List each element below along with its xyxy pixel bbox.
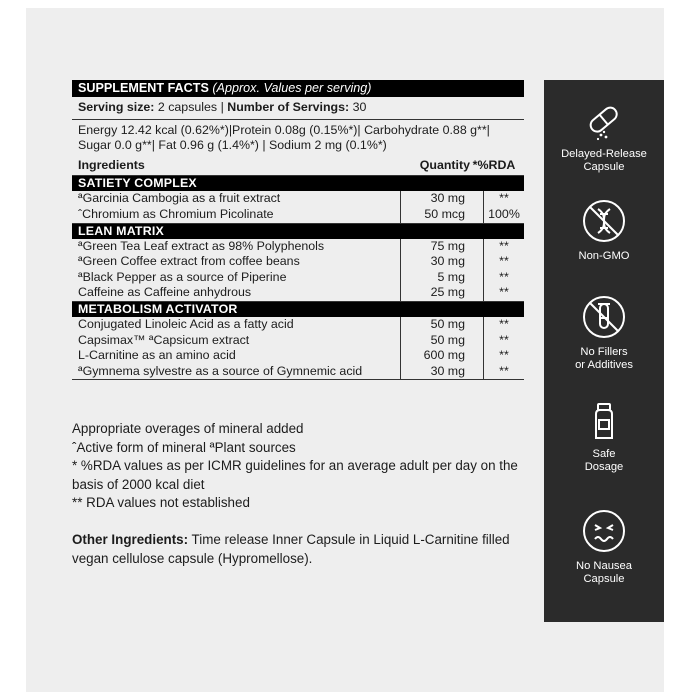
- non-gmo-icon: [544, 198, 664, 244]
- capsule-icon: [544, 102, 664, 142]
- ingredient-name: ˆChromium as Chromium Picolinate: [78, 206, 274, 221]
- ingredient-name: Capsimax™ ªCapsicum extract: [78, 332, 250, 347]
- section-rows: [72, 191, 524, 223]
- ingredient-row: [72, 207, 524, 223]
- ingredient-name: ªBlack Pepper as a source of Piperine: [78, 269, 287, 284]
- ingredient-row: [72, 191, 524, 207]
- ingredient-quantity: 30 mg: [400, 364, 484, 380]
- ingredient-rda: 100%: [488, 206, 520, 221]
- ingredient-row: [72, 333, 524, 349]
- ingredient-name: Conjugated Linoleic Acid as a fatty acid: [78, 316, 294, 331]
- serving-info: [72, 97, 524, 120]
- feature-no-nausea: [544, 508, 664, 587]
- ingredient-rda: **: [499, 254, 509, 269]
- feature-delayed-release: [544, 102, 664, 175]
- ingredient-name: Caffeine as Caffeine anhydrous: [78, 285, 252, 300]
- ingredient-name: L-Carnitine as an amino acid: [78, 348, 236, 363]
- nausea-face-icon: [544, 508, 664, 554]
- serving-size-label: Serving size:: [78, 100, 155, 114]
- ingredient-rda: **: [499, 191, 509, 206]
- nutrition-info: [72, 120, 524, 157]
- ingredient-quantity: 50 mg: [400, 333, 484, 349]
- ingredients-column-header: Ingredients: [78, 157, 145, 172]
- ingredient-row: [72, 348, 524, 364]
- ingredient-quantity: 600 mg: [400, 348, 484, 364]
- section-title: METABOLISM ACTIVATOR: [72, 302, 524, 317]
- footnote: ˆActive form of mineral ªPlant sources: [72, 439, 296, 455]
- ingredient-row: [72, 239, 524, 255]
- rda-column-header: *%RDA: [472, 157, 516, 172]
- ingredient-row: [72, 285, 524, 301]
- feature-label: or Additives: [575, 359, 633, 372]
- ingredient-quantity: 25 mg: [400, 285, 484, 301]
- ingredient-row: [72, 254, 524, 270]
- footnote: ** RDA values not established: [72, 495, 250, 511]
- ingredient-quantity: 30 mg: [400, 191, 484, 207]
- no-fillers-icon: [544, 294, 664, 340]
- feature-label: Dosage: [584, 461, 624, 474]
- facts-title: SUPPLEMENT FACTS: [78, 81, 209, 95]
- bottle-icon: [544, 400, 664, 442]
- servings-count-value: 30: [352, 100, 367, 114]
- facts-subtitle: (Approx. Values per serving): [212, 81, 372, 95]
- other-ingredients: [72, 531, 532, 568]
- serving-size-value: 2 capsules: [157, 100, 218, 114]
- other-ingredients-text: Time release Inner Capsule in Liquid L-Carnitine filled vegan cellulose capsule (Hypromellose).: [72, 532, 510, 566]
- ingredient-rda: **: [499, 363, 509, 378]
- ingredient-quantity: 75 mg: [400, 239, 484, 255]
- supplement-facts-table: [72, 80, 524, 380]
- footnotes: [72, 420, 532, 513]
- feature-non-gmo: [544, 198, 664, 263]
- facts-header: [72, 80, 524, 97]
- feature-safe-dosage: [544, 400, 664, 475]
- ingredient-rda: **: [499, 285, 509, 300]
- ingredient-rda: **: [499, 332, 509, 347]
- ingredient-quantity: 30 mg: [400, 254, 484, 270]
- section-rows: [72, 317, 524, 380]
- feature-label: No Fillers: [580, 346, 628, 358]
- other-ingredients-label: Other Ingredients:: [72, 532, 189, 547]
- ingredient-quantity: 50 mcg: [400, 207, 484, 223]
- nutrition-line: Sugar 0.0 g**| Fat 0.96 g (1.4%*) | Sodium 2 mg (0.1%*): [78, 138, 387, 153]
- ingredient-name: ªGreen Coffee extract from coffee beans: [78, 254, 300, 269]
- nutrition-line: Energy 12.42 kcal (0.62%*)|Protein 0.08g (0.15%*)| Carbohydrate 0.88 g**|: [78, 122, 490, 137]
- ingredient-name: ªGreen Tea Leaf extract as 98% Polyphenols: [78, 238, 325, 253]
- serving-separator: |: [220, 100, 224, 114]
- feature-label: Non-GMO: [578, 250, 630, 262]
- feature-label: Safe: [592, 448, 616, 460]
- ingredient-row: [72, 270, 524, 286]
- servings-count-label: Number of Servings:: [227, 100, 350, 114]
- ingredient-quantity: 5 mg: [400, 270, 484, 286]
- section-rows: [72, 239, 524, 302]
- section-title: LEAN MATRIX: [72, 224, 524, 239]
- feature-label: Capsule: [583, 161, 625, 174]
- ingredient-rda: **: [499, 238, 509, 253]
- features-sidebar: [544, 80, 664, 622]
- ingredient-rda: **: [499, 348, 509, 363]
- feature-no-fillers: [544, 294, 664, 373]
- ingredient-rda: **: [499, 269, 509, 284]
- ingredient-row: [72, 364, 524, 380]
- ingredient-quantity: 50 mg: [400, 317, 484, 333]
- feature-label: Capsule: [583, 573, 625, 586]
- ingredient-rda: **: [499, 316, 509, 331]
- section-title: SATIETY COMPLEX: [72, 176, 524, 191]
- feature-label: Delayed-Release: [561, 148, 647, 160]
- quantity-column-header: Quantity: [419, 157, 470, 172]
- feature-label: No Nausea: [576, 560, 632, 572]
- footnote: Appropriate overages of mineral added: [72, 421, 304, 436]
- ingredients-header: [72, 157, 524, 177]
- ingredient-name: ªGarcinia Cambogia as a fruit extract: [78, 191, 281, 206]
- ingredient-row: [72, 317, 524, 333]
- footnote: * %RDA values as per ICMR guidelines for an average adult per day on the basis of 2000 kcal diet: [72, 458, 518, 492]
- ingredient-name: ªGymnema sylvestre as a source of Gymnemic acid: [78, 363, 363, 378]
